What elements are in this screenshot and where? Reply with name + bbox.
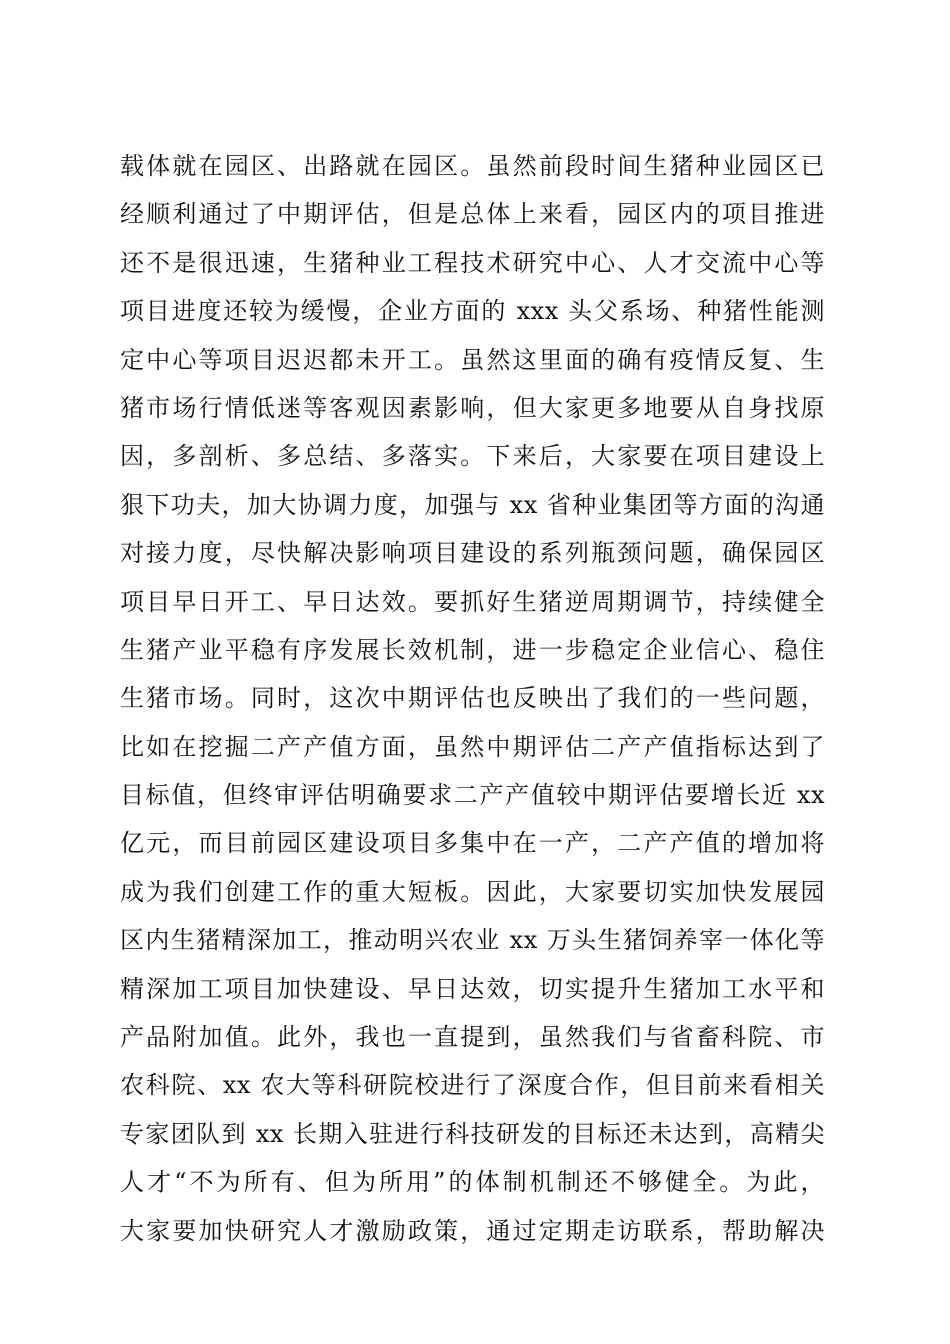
text-line-14: 目标值，但终审评估明确要求二产产值较中期评估要增长近 xx [120, 781, 825, 810]
text-line-21: 专家团队到 xx 长期入驻进行科技研发的目标还未达到，高精尖 [120, 1119, 825, 1148]
text-line-2: 经顺利通过了中期评估，但是总体上来看，园区内的项目推进 [120, 200, 825, 229]
text-line-10: 项目早日开工、早日达效。要抓好生猪逆周期调节，持续健全 [120, 587, 825, 616]
text-line-16: 成为我们创建工作的重大短板。因此，大家要切实加快发展园 [120, 877, 825, 906]
text-line-1: 载体就在园区、出路就在园区。虽然前段时间生猪种业园区已 [120, 152, 825, 180]
text-line-4: 项目进度还较为缓慢，企业方面的 xxx 头父系场、种猪性能测 [120, 297, 825, 326]
text-line-15: 亿元，而目前园区建设项目多集中在一产，二产产值的增加将 [120, 829, 825, 858]
text-line-12: 生猪市场。同时，这次中期评估也反映出了我们的一些问题， [120, 684, 825, 713]
text-line-18: 精深加工项目加快建设、早日达效，切实提升生猪加工水平和 [120, 974, 825, 1003]
text-line-5: 定中心等项目迟迟都未开工。虽然这里面的确有疫情反复、生 [120, 345, 825, 374]
text-line-11: 生猪产业平稳有序发展长效机制，进一步稳定企业信心、稳住 [120, 635, 825, 664]
body-paragraph [120, 142, 825, 1255]
text-line-6: 猪市场行情低迷等客观因素影响，但大家更多地要从自身找原 [120, 393, 825, 422]
text-line-17: 区内生猪精深加工，推动明兴农业 xx 万头生猪饲养宰一体化等 [120, 926, 825, 955]
text-line-3: 还不是很迅速，生猪种业工程技术研究中心、人才交流中心等 [120, 248, 825, 277]
text-line-19: 产品附加值。此外，我也一直提到，虽然我们与省畜科院、市 [120, 1023, 825, 1052]
text-line-8: 狠下功夫，加大协调力度，加强与 xx 省种业集团等方面的沟通 [120, 490, 825, 519]
text-line-20: 农科院、xx 农大等科研院校进行了深度合作，但目前来看相关 [120, 1071, 825, 1100]
text-line-13: 比如在挖掘二产产值方面，虽然中期评估二产产值指标达到了 [120, 732, 825, 761]
text-line-7: 因，多剖析、多总结、多落实。下来后，大家要在项目建设上 [120, 442, 825, 471]
text-line-9: 对接力度，尽快解决影响项目建设的系列瓶颈问题，确保园区 [120, 539, 825, 568]
text-line-22: 人才“不为所有、但为所用”的体制机制还不够健全。为此， [120, 1168, 825, 1197]
text-line-23: 大家要加快研究人才激励政策，通过定期走访联系，帮助解决 [120, 1216, 825, 1245]
